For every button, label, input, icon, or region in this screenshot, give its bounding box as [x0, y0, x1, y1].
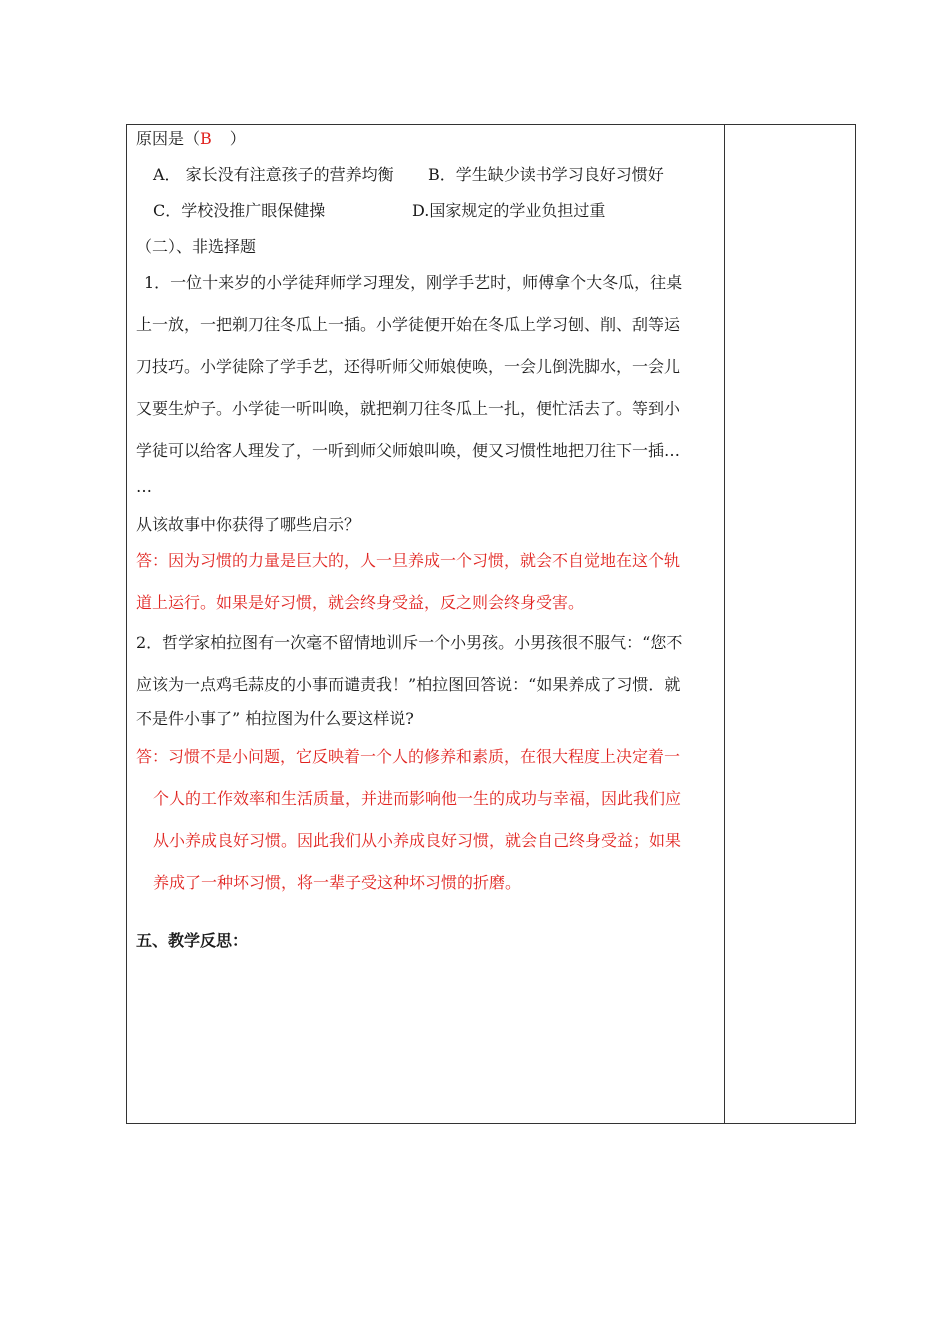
q1-line: … — [136, 477, 152, 496]
column-divider — [724, 125, 725, 1123]
section-title: （二）、非选择题 — [136, 237, 257, 256]
option-d: D.国家规定的学业负担过重 — [412, 201, 606, 220]
q2-line: 应该为一点鸡毛蒜皮的小事而谴责我！”柏拉图回答说：“如果养成了习惯．就 — [136, 675, 681, 694]
q2-answer-line: 个人的工作效率和生活质量，并进而影响他一生的成功与幸福，因此我们应 — [153, 789, 682, 808]
option-a: A． 家长没有注意孩子的营养均衡 — [153, 165, 394, 184]
q1-question: 从该故事中你获得了哪些启示？ — [136, 515, 361, 534]
q2-answer-line: 养成了一种坏习惯，将一辈子受这种坏习惯的折磨。 — [153, 873, 522, 892]
q2-answer-line: 答：习惯不是小问题，它反映着一个人的修养和素质，在很大程度上决定着一 — [136, 747, 681, 766]
q2-line: 2．哲学家柏拉图有一次毫不留情地训斥一个小男孩。小男孩很不服气：“您不 — [136, 633, 683, 652]
q1-line: 刀技巧。小学徒除了学手艺，还得听师父师娘使唤，一会儿倒洗脚水，一会儿 — [136, 357, 681, 376]
lesson-table — [126, 124, 856, 1124]
q1-line: 学徒可以给客人理发了，一听到师父师娘叫唤，便又习惯性地把刀往下一插… — [136, 441, 681, 460]
reflection-title: 五、教学反思： — [136, 931, 249, 950]
q2-line: 不是件小事了” 柏拉图为什么要这样说? — [136, 709, 414, 728]
q1-line: 1．一位十来岁的小学徒拜师学习理发，刚学手艺时，师傅拿个大冬瓜，往桌 — [144, 273, 683, 292]
q1-line: 又要生炉子。小学徒一听叫唤，就把剃刀往冬瓜上一扎，便忙活去了。等到小 — [136, 399, 681, 418]
prev-question-stem: 原因是（B ） — [136, 129, 246, 148]
option-b: B．学生缺少读书学习良好习惯好 — [428, 165, 664, 184]
prev-question-answer: B — [200, 129, 212, 148]
q1-answer-line: 道上运行。如果是好习惯，就会终身受益，反之则会终身受害。 — [136, 593, 585, 612]
q1-line: 上一放，一把剃刀往冬瓜上一插。小学徒便开始在冬瓜上学习刨、削、刮等运 — [136, 315, 681, 334]
q1-answer-line: 答：因为习惯的力量是巨大的，人一旦养成一个习惯，就会不自觉地在这个轨 — [136, 551, 681, 570]
q2-answer-line: 从小养成良好习惯。因此我们从小养成良好习惯，就会自己终身受益；如果 — [153, 831, 682, 850]
option-c: C．学校没推广眼保健操 — [153, 201, 326, 220]
